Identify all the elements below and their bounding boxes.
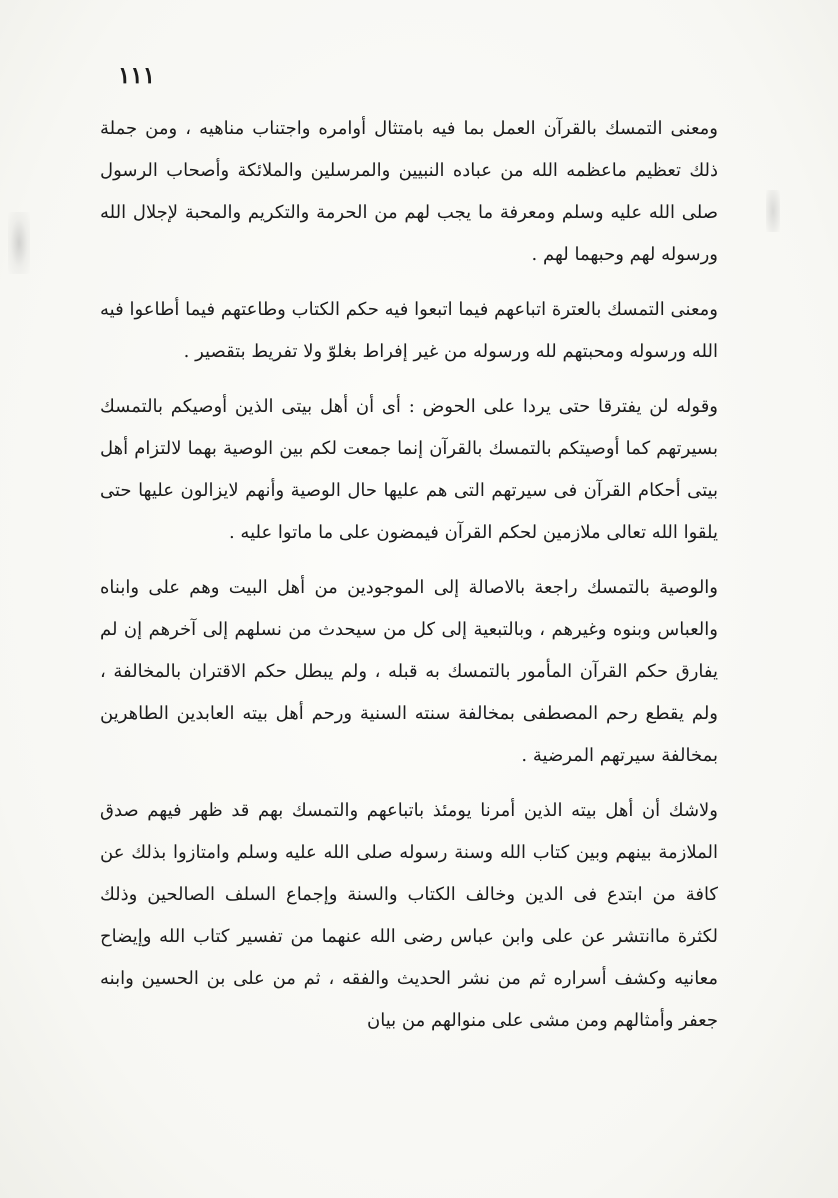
page-number: ١١١ xyxy=(118,62,156,89)
paragraph-quran: ومعنى التمسك بالقرآن العمل بما فيه بامتثال أوامره واجتناب مناهيه ، ومن جملة ذلك تعظيم ماعظمه الله من عباده النبيين والمرسلين والملائكة وأصحاب الرسول صلى الله عليه وسلم ومعرفة ما يجب لهم من الحرمة والتكريم والمحبة لإجلال الله ورسوله لهم وحبهما لهم . xyxy=(100,118,718,265)
paragraph-hawd: وقوله لن يفترقا حتى يردا على الحوض : أى أن أهل بيتى الذين أوصيكم بالتمسك بسيرتهم كما أوصيتكم بالتمسك بالقرآن إنما جمعت لكم بين الوصية بهما لالتزام أهل بيتى أحكام القرآن فى سيرتهم التى هم عليها حال الوصية وأنهم لايزالون عليها حتى يلقوا الله تعالى ملازمين لحكم القرآن فيمضون على ما ماتوا عليه . xyxy=(100,396,718,543)
paragraph-wasiyya: والوصية بالتمسك راجعة بالاصالة إلى الموجودين من أهل البيت وهم على وابناه والعباس وبنوه وغيرهم ، وبالتبعية إلى كل من سيحدث من نسلهم إلى آخرهم إن لم يفارق حكم القرآن المأمور بالتمسك به قبله ، ولم يبطل حكم الاقتران بالمخالفة ، ولم يقطع رحم المصطفى بمخالفة سنته السنية ورحم أهل بيته العابدين الطاهرين بمخالفة سيرتهم المرضية . xyxy=(100,577,718,766)
body-text xyxy=(100,108,718,1042)
paragraph-ahl-al-bayt: ولاشك أن أهل بيته الذين أمرنا يومئذ باتباعهم والتمسك بهم قد ظهر فيهم صدق الملازمة بينهم وبين كتاب الله وسنة رسوله صلى الله عليه وسلم وامتازوا بذلك عن كافة من ابتدع فى الدين وخالف الكتاب والسنة وإجماع السلف الصالحين وذلك لكثرة ماانتشر عن على وابن عباس رضى الله عنهما من تفسير كتاب الله وإيضاح معانيه وكشف أسراره ثم من نشر الحديث والفقه ، ثم من على بن الحسين وابنه جعفر وأمثالهم ومن مشى على منوالهم من بيان xyxy=(100,800,718,1031)
margin-smudge xyxy=(766,190,780,232)
paragraph-itra: ومعنى التمسك بالعترة اتباعهم فيما اتبعوا فيه حكم الكتاب وطاعتهم فيما أطاعوا فيه الله ورسوله ومحبتهم لله ورسوله من غير إفراط بغلوّ ولا تفريط بتقصير . xyxy=(100,299,718,362)
margin-smudge xyxy=(8,212,30,274)
